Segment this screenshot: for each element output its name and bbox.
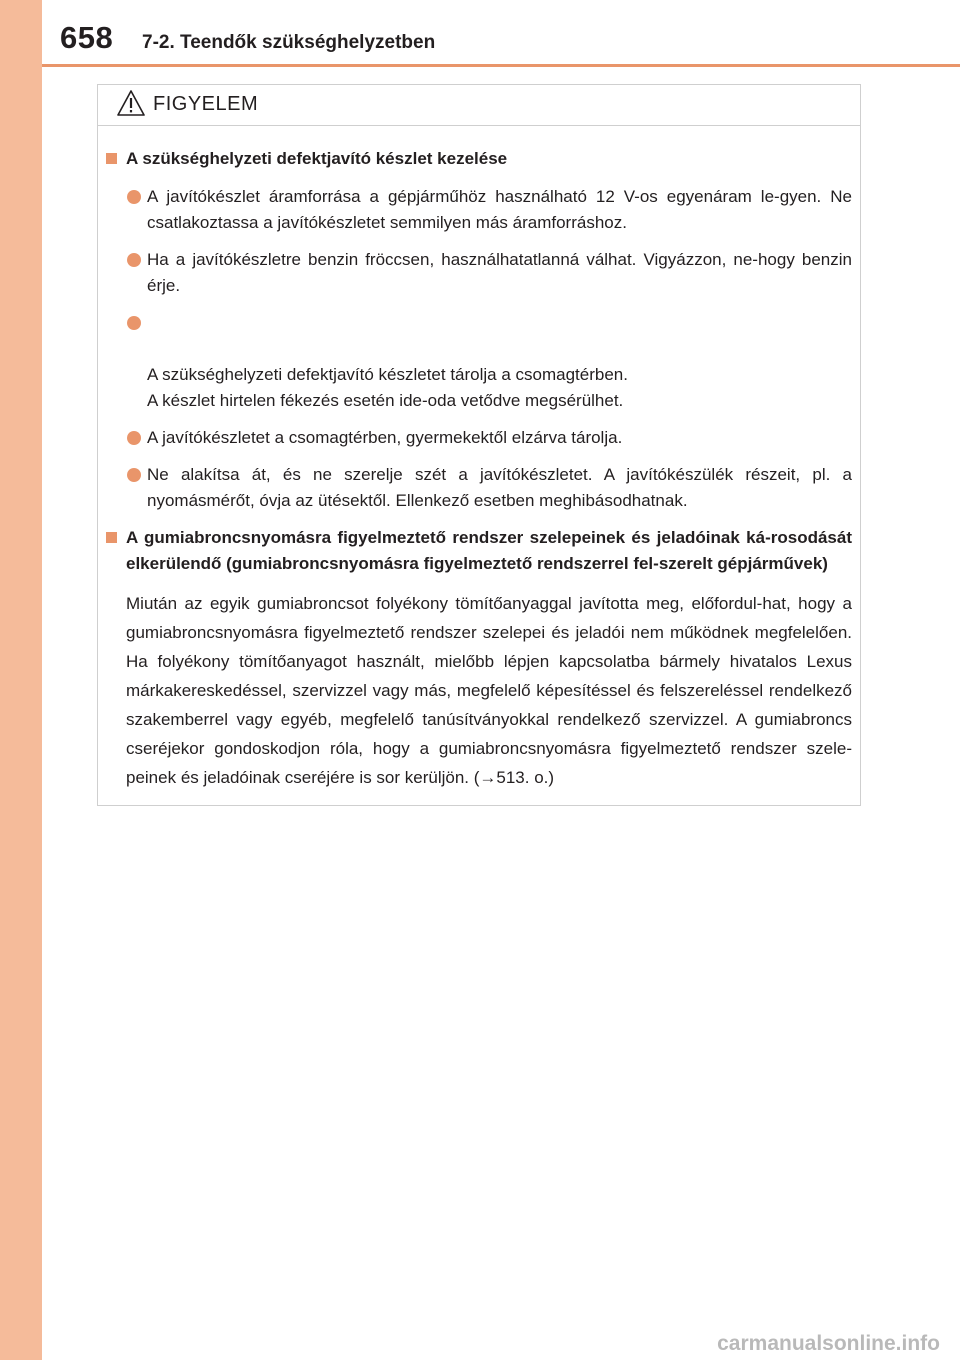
dot-bullet-icon (127, 253, 141, 267)
bullet-item (103, 310, 852, 414)
dot-bullet-icon (127, 468, 141, 482)
header-rule (42, 64, 960, 67)
page-number: 658 (60, 20, 114, 55)
side-color-strip (0, 0, 42, 1360)
warning-title: FIGYELEM (153, 93, 259, 115)
warning-triangle-icon (116, 89, 146, 122)
watermark: carmanualsonline.info (717, 1332, 940, 1355)
bullet-item (103, 247, 852, 299)
square-bullet-icon (106, 153, 117, 164)
bullet-text: A javítókészlet áramforrása a gépjárműhöz használható 12 V-os egyenáram le-gyen. Ne csatlakoztassa a javítókészletet semmilyen más áramforráshoz. (147, 187, 852, 232)
bullet-text: A javítókészletet a csomagtérben, gyermekektől elzárva tárolja. (147, 428, 623, 447)
square-bullet-icon (106, 532, 117, 543)
warning-box (97, 84, 861, 806)
section-heading (103, 525, 852, 577)
dot-bullet-icon (127, 316, 141, 330)
heading-text: A gumiabroncsnyomásra figyelmeztető rendszer szelepeinek és jeladóinak ká-rosodását elkerülendő (gumiabroncsnyomásra figyelmeztető rendszerrel fel-szerelt gépjárművek) (126, 528, 852, 573)
body-paragraph: Miután az egyik gumiabroncsot folyékony tömítőanyaggal javította meg, előfordul-hat, hogy a gumiabroncsnyomásra figyelmeztető rendszer szelepei és jeladói nem működnek megfelelően. Ha folyékony tömítőanyagot használt, mielőbb lépjen kapcsolatba bármely hivatalos Lexus márkakereskedéssel, szervizzel vagy más, megfelelő képesítéssel és felszereléssel rendelkező szakemberrel vagy egyéb, megfelelő tanúsítványokkal rendelkező szervizzel. A gumiabroncs cseréjekor gondoskodjon róla, hogy a gumiabroncsnyomásra figyelmeztető rendszer szele-peinek és jeladóinak cseréjére is sor kerüljön. (→513. o.) (126, 594, 852, 787)
bullet-item (103, 462, 852, 514)
bullet-text: Ha a javítókészletre benzin fröccsen, használhatatlanná válhat. Vigyázzon, ne-hogy benzin érje. (147, 250, 852, 295)
dot-bullet-icon (127, 431, 141, 445)
bullet-text: A szükséghelyzeti defektjavító készletet tárolja a csomagtérben. A készlet hirtelen fékezés esetén ide-oda vetődve megsérülhet. (147, 365, 628, 410)
bullet-text: Ne alakítsa át, és ne szerelje szét a javítókészletet. A javítókészülék részeit, pl. a nyomásmérőt, óvja az ütésektől. Ellenkező esetben meghibásodhatnak. (147, 465, 852, 510)
heading-text: A szükséghelyzeti defektjavító készlet kezelése (126, 149, 508, 168)
section-heading (103, 146, 852, 172)
bullet-item (103, 184, 852, 236)
warning-header (98, 85, 860, 126)
bullet-item (103, 425, 852, 451)
dot-bullet-icon (127, 190, 141, 204)
warning-content (98, 126, 860, 792)
section-title: 7-2. Teendők szükséghelyzetben (142, 32, 436, 53)
